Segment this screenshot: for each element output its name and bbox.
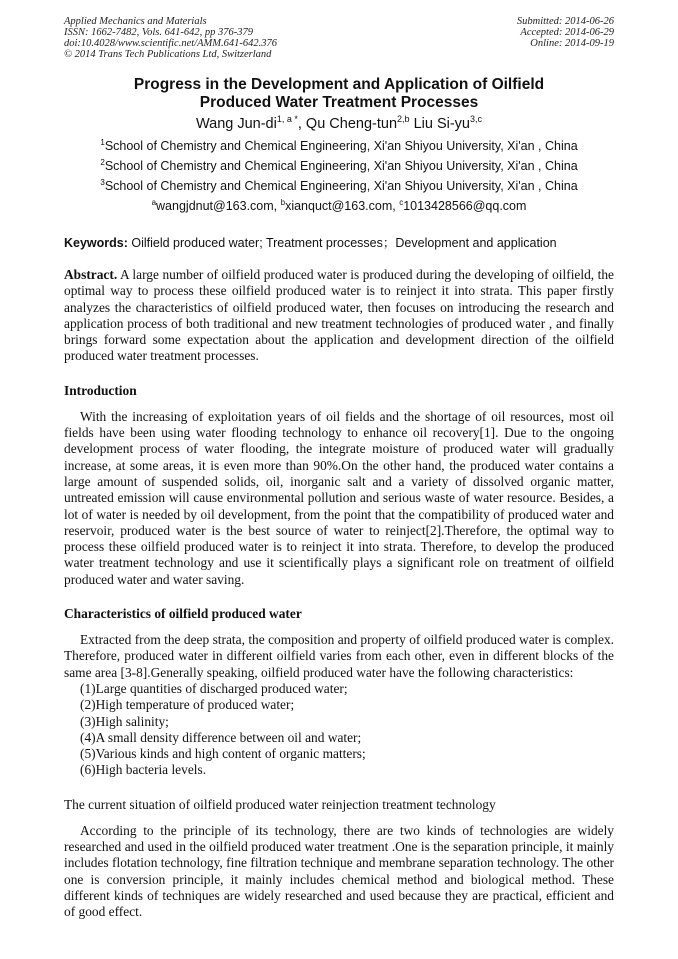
paper-title [64,76,614,112]
list-item: (1)Large quantities of discharged produced water; [80,680,348,696]
email-sup: c [399,198,404,207]
copyright-line: © 2014 Trans Tech Publications Ltd, Switzerland [64,49,272,60]
affiliation-sup: 2 [100,158,105,167]
author-name: Liu Si-yu [409,116,470,132]
title-line-2: Produced Water Treatment Processes [199,94,479,111]
affiliation-text: School of Chemistry and Chemical Engineering, Xi'an Shiyou University, Xi'an , China [104,139,578,153]
list-item: (4)A small density difference between oil and water; [80,729,362,745]
author-sup: 2,b [397,114,410,124]
affiliation [64,136,614,156]
current-situation-paragraph: According to the principle of its technology, there are two kinds of technologies are widely researched and used in the oilfield produced water treatment .One is the separation principle, it mainly includes flotation technology, fine filtration technique and membrane separation technology. The other one is conversion principle, it mainly includes chemical method and biological method. These different kinds of techniques are widely researched and used because they are practical, efficient and of good effect. [64,822,614,920]
publication-dates [517,16,614,60]
affiliation [64,176,614,196]
doi-line: doi:10.4028/www.scientific.net/AMM.641-642.376 [64,38,277,49]
affiliation-sup: 3 [100,178,105,187]
characteristics-paragraph: Extracted from the deep strata, the composition and property of oilfield produced water is complex. Therefore, produced water in different oilfield varies from each other, even in different blocks of the same area [3-8].Generally speaking, oilfield produced water have the following characteristics: [64,632,614,680]
characteristics-list [64,681,614,779]
author-sup: 1, a * [276,114,298,124]
affiliations [64,136,614,196]
author-sup: 3,c [470,114,483,124]
affiliation-sup: 1 [100,138,105,147]
issn-line: ISSN: 1662-7482, Vols. 641-642, pp 376-379 [64,27,253,38]
keywords-label: Keywords: [64,236,128,250]
email-address: 1013428566@qq.com [403,199,527,213]
journal-header [64,16,614,60]
online-date: Online: 2014-09-19 [530,38,614,49]
affiliation [64,156,614,176]
abstract-text: A large number of oilfield produced water is produced during the developing of oilfield, the optimal way to process these oilfield produced water is to reinject it into strata. This paper firstly analyzes the characteristics of oilfield produced water, then focuses on introducing the research and application process of both traditional and new treatment technologies of produced water , and finally brings forward some expectation about the application and development direction of the oilfield produced water treatment processes. [64,267,614,364]
abstract [64,267,614,365]
email-address: xianquct@163.com, [285,199,400,213]
section-heading-introduction: Introduction [64,382,137,398]
abstract-label: Abstract. [64,267,118,282]
accepted-date: Accepted: 2014-06-29 [520,27,614,38]
author-name: , Qu Cheng-tun [297,116,398,132]
list-item: (2)High temperature of produced water; [80,697,295,713]
list-item: (6)High bacteria levels. [80,762,207,778]
affiliation-text: School of Chemistry and Chemical Engineering, Xi'an Shiyou University, Xi'an , China [104,179,578,193]
author-list [64,114,614,134]
email-sup: a [151,198,157,207]
affiliation-text: School of Chemistry and Chemical Engineering, Xi'an Shiyou University, Xi'an , China [104,159,578,173]
submitted-date: Submitted: 2014-06-26 [516,16,614,27]
keywords [64,235,614,251]
journal-name: Applied Mechanics and Materials [64,16,207,27]
keywords-text: Oilfield produced water; Treatment processes；Development and application [127,236,557,250]
introduction-paragraph: With the increasing of exploitation years of oil fields and the shortage of oil resources, most oil fields have been using water flooding technology to enhance oil recovery[1]. Due to the ongoing development process of water flooding, the integrate moisture of produced water will gradually increase, at some areas, it is even more than 90%.On the other hand, the produced water contains a large amount of suspended solids, oil, inorganic salt and a variety of dissolved organic matter, untreated emission will cause environmental pollution and serious waste of water resource. Besides, a lot of water is needed by oil development, from the point that the compatibility of produced water and reservoir, produced water is the best source of water to reinject[2].Therefore, the optimal way to process these oilfield produced water is to reinject it into strata. Therefore, to develop the produced water treatment technology and use it scientifically plays a significant role on treatment of oilfield produced water and water saving. [64,408,614,587]
author-name: Wang Jun-di [195,116,277,132]
journal-info [64,16,277,60]
section-heading-current-situation: The current situation of oilfield produced water reinjection treatment technology [64,796,496,812]
section-heading-characteristics: Characteristics of oilfield produced water [64,606,302,622]
author-emails [64,196,614,216]
list-item: (3)High salinity; [80,713,169,729]
email-sup: b [280,198,286,207]
title-line-1: Progress in the Development and Application of Oilfield [133,76,545,93]
email-address: wangjdnut@163.com, [156,199,281,213]
list-item: (5)Various kinds and high content of organic matters; [80,746,366,762]
